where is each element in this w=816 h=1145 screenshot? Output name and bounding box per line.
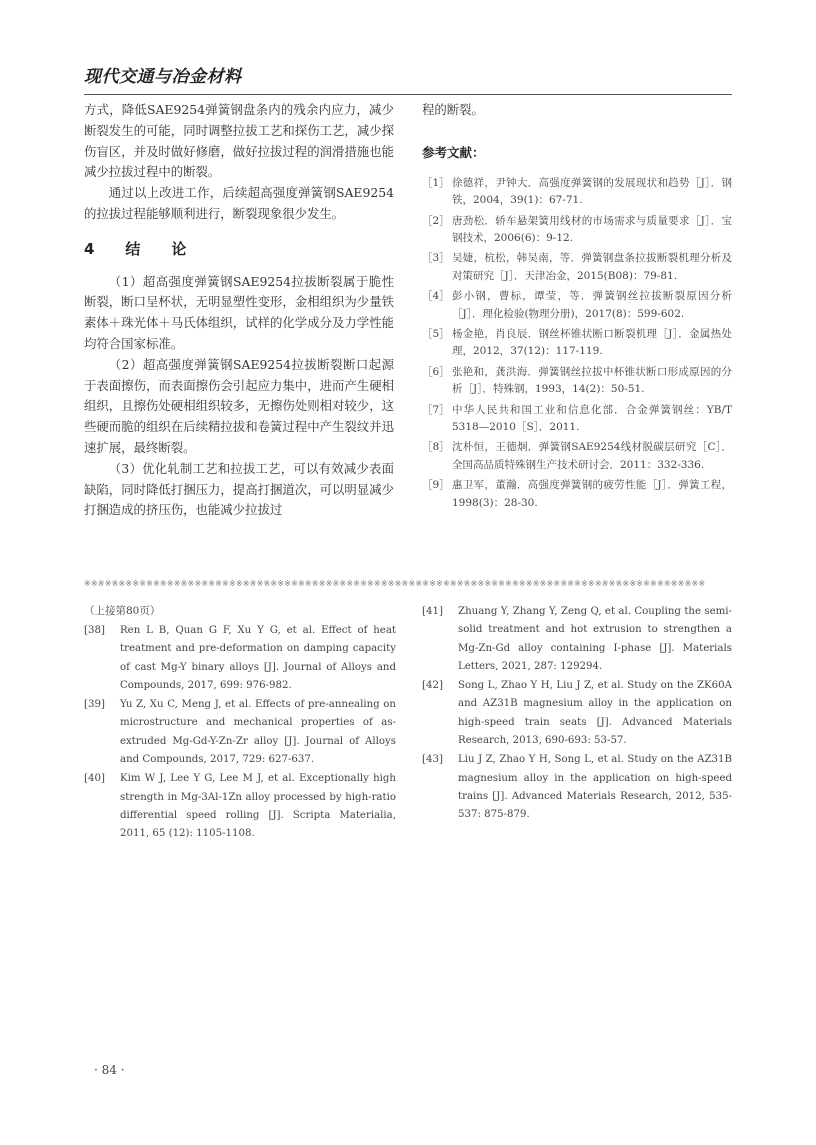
reference-number: ［3］ [422, 252, 450, 265]
body-paragraph: 通过以上改进工作，后续超高强度弹簧钢SAE9254的拉拔过程能够顺利进行，断裂现象很少发生。 [84, 185, 394, 221]
section-divider: ※※※※※※※※※※※※※※※※※※※※※※※※※※※※※※※※※※※※※※※※※※※※※※※※※※※※※※※※※※※※※※※※※※※※※※※※※※※※※※※※※※※※※※※※※※ [84, 579, 706, 588]
reference-number: ［4］ [422, 290, 450, 303]
reference-list [422, 175, 732, 512]
reference-number: [41] [422, 606, 443, 617]
reference-item [422, 477, 732, 512]
reference-text: Ren L B, Quan G F, Xu Y G, et al. Effect of heat treatment and pre-deformation on damping capacity of cast Mg-Y binary alloys [J]. Journal of Alloys and Compounds, 2017, 699: 976-982. [120, 625, 396, 691]
body-continuation: 程的断裂。 [422, 102, 484, 117]
reference-item [84, 622, 396, 695]
reference-number: ［6］ [422, 365, 450, 378]
reference-text: 徐德祥，尹钟大．高强度弹簧钢的发展现状和趋势［J］．钢铁，2004，39(1)：67-71. [452, 176, 732, 207]
reference-item [422, 402, 732, 437]
left-column [84, 100, 394, 521]
reference-item [422, 677, 732, 750]
reference-text: 杨金艳，肖良辰．钢丝杯锥状断口断裂机理［J］．金属热处理，2012，37(12)：117-119. [452, 328, 732, 358]
reference-text: 中华人民共和国工业和信息化部．合金弹簧钢丝：YB/T 5318—2010［S］．2011. [452, 403, 732, 434]
reference-text: Liu J Z, Zhao Y H, Song L, et al. Study on the AZ31B magnesium alloy in the application on high-speed trains [J]. Advanced Materials Research, 2012, 535-537: 875-879. [458, 754, 732, 821]
reference-text: 彭小钢，曹标，谭莹，等．弹簧钢丝拉拔断裂原因分析［J］．理化检验(物理分册)，2017(8)：599-602. [452, 290, 732, 320]
reference-item [422, 250, 732, 285]
reference-item [422, 603, 732, 676]
reference-text: 沈朴恒，王德炯．弹簧钢SAE9254线材脱碳层研究［C］．全国高品质特殊钢生产技术研讨会．2011：332-336. [452, 441, 732, 471]
reference-number: [40] [84, 773, 105, 785]
reference-item [84, 770, 396, 843]
reference-text: 张艳和，龚洪海．弹簧钢丝拉拔中杯锥状断口形成原因的分析［J］．特殊钢，1993，14(2)：50-51. [452, 365, 732, 396]
reference-number: ［2］ [422, 214, 450, 227]
section-heading: 4 结 论 [84, 239, 195, 258]
reference-item [422, 213, 732, 248]
continued-right-column [422, 603, 732, 826]
reference-item [422, 326, 732, 361]
page-number: · 84 · [94, 1063, 125, 1077]
reference-number: ［9］ [422, 479, 450, 492]
reference-item [422, 288, 732, 323]
continuation-note: （上接第80页） [84, 605, 161, 617]
reference-text: Song L, Zhao Y H, Liu J Z, et al. Study on the ZK60A and AZ31B magnesium alloy in the application on high-speed train seats [J]. Advanced Materials Research, 2013, 690-693: 53-57. [458, 680, 732, 747]
body-paragraph: 方式，降低SAE9254弹簧钢盘条内的残余内应力，减少断裂发生的可能，同时调整拉拔工艺和探伤工艺，减少探伤盲区，并及时做好修磨，做好拉拔过程的润滑措施也能减少拉拔过程中的断裂。 [84, 102, 394, 180]
reference-number: ［8］ [422, 441, 450, 454]
journal-title: 现代交通与冶金材料 [84, 67, 242, 87]
reference-text: 惠卫军，董瀚．高强度弹簧钢的疲劳性能［J］．弹簧工程，1998(3)：28-30. [452, 479, 732, 509]
reference-item [422, 751, 732, 824]
reference-item [422, 364, 732, 399]
conclusion-paragraph: （2）超高强度弹簧钢SAE9254拉拔断裂断口起源于表面擦伤，而表面擦伤会引起应力集中，进而产生硬相组织，且擦伤处硬相组织较多，无擦伤处则相对较少，这些硬而脆的组织在后续精拉拔和卷簧过程中产生裂纹并迅速扩展，最终断裂。 [84, 356, 394, 455]
continued-left-column [84, 603, 396, 845]
reference-text: 吴婕，杭松，韩吴南，等．弹簧钢盘条拉拔断裂机理分析及对策研究［J］．天津冶金，2015(B08)：79-81. [452, 252, 732, 282]
reference-number: ［7］ [422, 403, 450, 416]
right-column [422, 100, 732, 515]
reference-text: Kim W J, Lee Y G, Lee M J, et al. Exceptionally high strength in Mg-3Al-1Zn alloy processed by high-ratio differential speed rolling [J]. Scripta Materialia, 2011, 65 (12): 1105-1108. [120, 773, 396, 840]
reference-item [84, 696, 396, 769]
references-title: 参考文献： [422, 144, 485, 160]
conclusion-paragraph: （1）超高强度弹簧钢SAE9254拉拔断裂属于脆性断裂，断口呈杯状，无明显塑性变形，金相组织为少量铁素体＋珠光体＋马氏体组织，试样的化学成分及力学性能均符合国家标准。 [84, 273, 394, 351]
reference-text: Zhuang Y, Zhang Y, Zeng Q, et al. Coupling the semi-solid treatment and hot extrusion to strengthen a Mg-Zn-Gd alloy containing I-phase [J]. Materials Letters, 2021, 287: 129294. [458, 606, 732, 672]
reference-number: [43] [422, 754, 443, 766]
reference-number: ［5］ [422, 328, 450, 341]
conclusion-paragraph: （3）优化轧制工艺和拉拔工艺，可以有效减少表面缺陷，同时降低打捆压力，提高打捆道次，可以明显减少打捆造成的挤压伤，也能减少拉拔过 [84, 460, 394, 518]
reference-number: [42] [422, 680, 443, 692]
reference-item [422, 439, 732, 474]
reference-text: Yu Z, Xu C, Meng J, et al. Effects of pre-annealing on microstructure and mechanical properties of as-extruded Mg-Gd-Y-Zn-Zr alloy [J]. Journal of Alloys and Compounds, 2017, 729: 627-637. [120, 699, 396, 766]
header-rule [84, 94, 732, 95]
reference-number: [39] [84, 699, 105, 711]
reference-text: 唐劲松．轿车悬架簧用线材的市场需求与质量要求［J］．宝钢技术，2006(6)：9-12. [452, 214, 732, 245]
reference-number: [38] [84, 625, 105, 636]
reference-number: ［1］ [422, 176, 450, 189]
reference-item [422, 175, 732, 210]
